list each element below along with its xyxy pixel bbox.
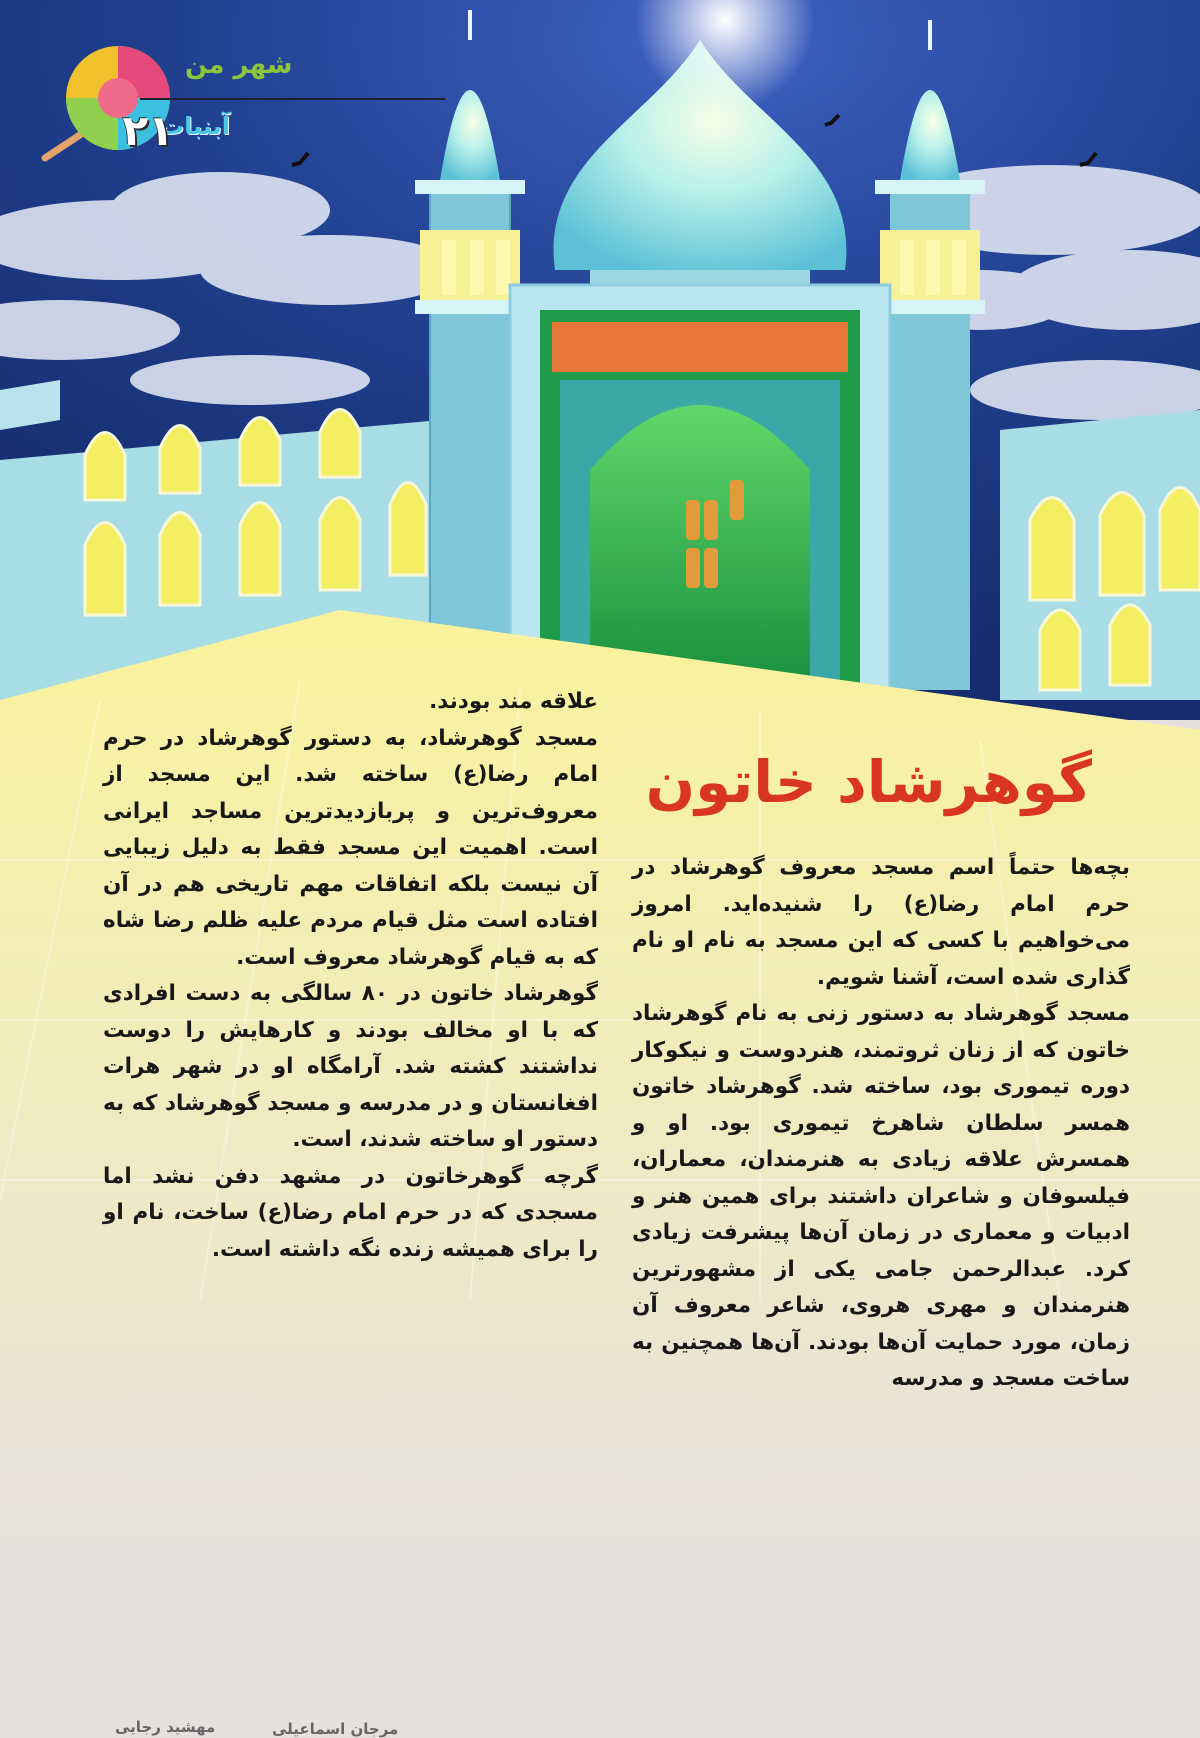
article-column-right [632,850,1130,1398]
section-title: شهر من [185,50,293,80]
magazine-brand: آبنبات [160,112,230,140]
writer-credit: مرجان اسماعیلی [272,1720,399,1738]
article-column-left [103,684,598,1268]
paragraph: گوهرشاد خاتون در ۸۰ سالگی به دست افرادی که با او مخالف بودند و کارهایش را دوست نداشتند کشته شد. آرامگاه او در شهر هرات افغانستان و در مدرسه و مسجد گوهرشاد که به دستور او ساخته شدند، است. [103,981,599,1152]
header-divider [140,98,445,100]
illustrator-credit: مهشید رجایی [115,1718,216,1736]
paragraph: بچه‌ها حتماً اسم مسجد معروف گوهرشاد در حرم امام رضا(ع) را شنیده‌اید. امروز می‌خواهیم با کسی که این مسجد به نام او نام گذاری شده است، آشنا شویم. [632,855,1130,990]
paragraph: علاقه مند بودند. [429,689,598,714]
paragraph: گرچه گوهرخاتون در مشهد دفن نشد اما مسجدی که در حرم امام رضا(ع) ساخت، نام او را برای همیشه زنده نگه داشته است. [103,1163,598,1262]
page-number: ۲۱ [122,106,174,155]
page-header [30,40,430,180]
paragraph: مسجد گوهرشاد، به دستور گوهرشاد در حرم امام رضا(ع) ساخته شد. این مسجد از معروف‌ترین و پربازدیدترین مساجد ایرانی است. اهمیت این مسجد فقط به دلیل زیبایی آن نیست بلکه اتفاقات مهم تاریخی هم در آن افتاده است مثل قیام مردم علیه ظلم رضا شاه که به قیام گوهرشاد معروف است. [103,725,598,970]
paragraph: مسجد گوهرشاد به دستور زنی به نام گوهرشاد خاتون که از زنان ثروتمند، هنردوست و نیکوکار دوره تیموری بود، ساخته شد. گوهرشاد خاتون همسر سلطان شاهرخ تیموری بود. او و همسرش علاقه زیادی به هنرمندان، معماران، فیلسوفان و شاعران داشتند برای همین هنر و ادبیات و معماری در زمان آن‌ها پیشرفت زیادی کرد. عبدالرحمن جامی یکی از مشهورترین هنرمندان و مهری هروی، شاعر معروف آن زمان، مورد حمایت آن‌ها بودند. آن‌ها همچنین به ساخت مسجد و مدرسه [632,1001,1130,1391]
article-title: گوهرشاد خاتون [645,748,1092,816]
